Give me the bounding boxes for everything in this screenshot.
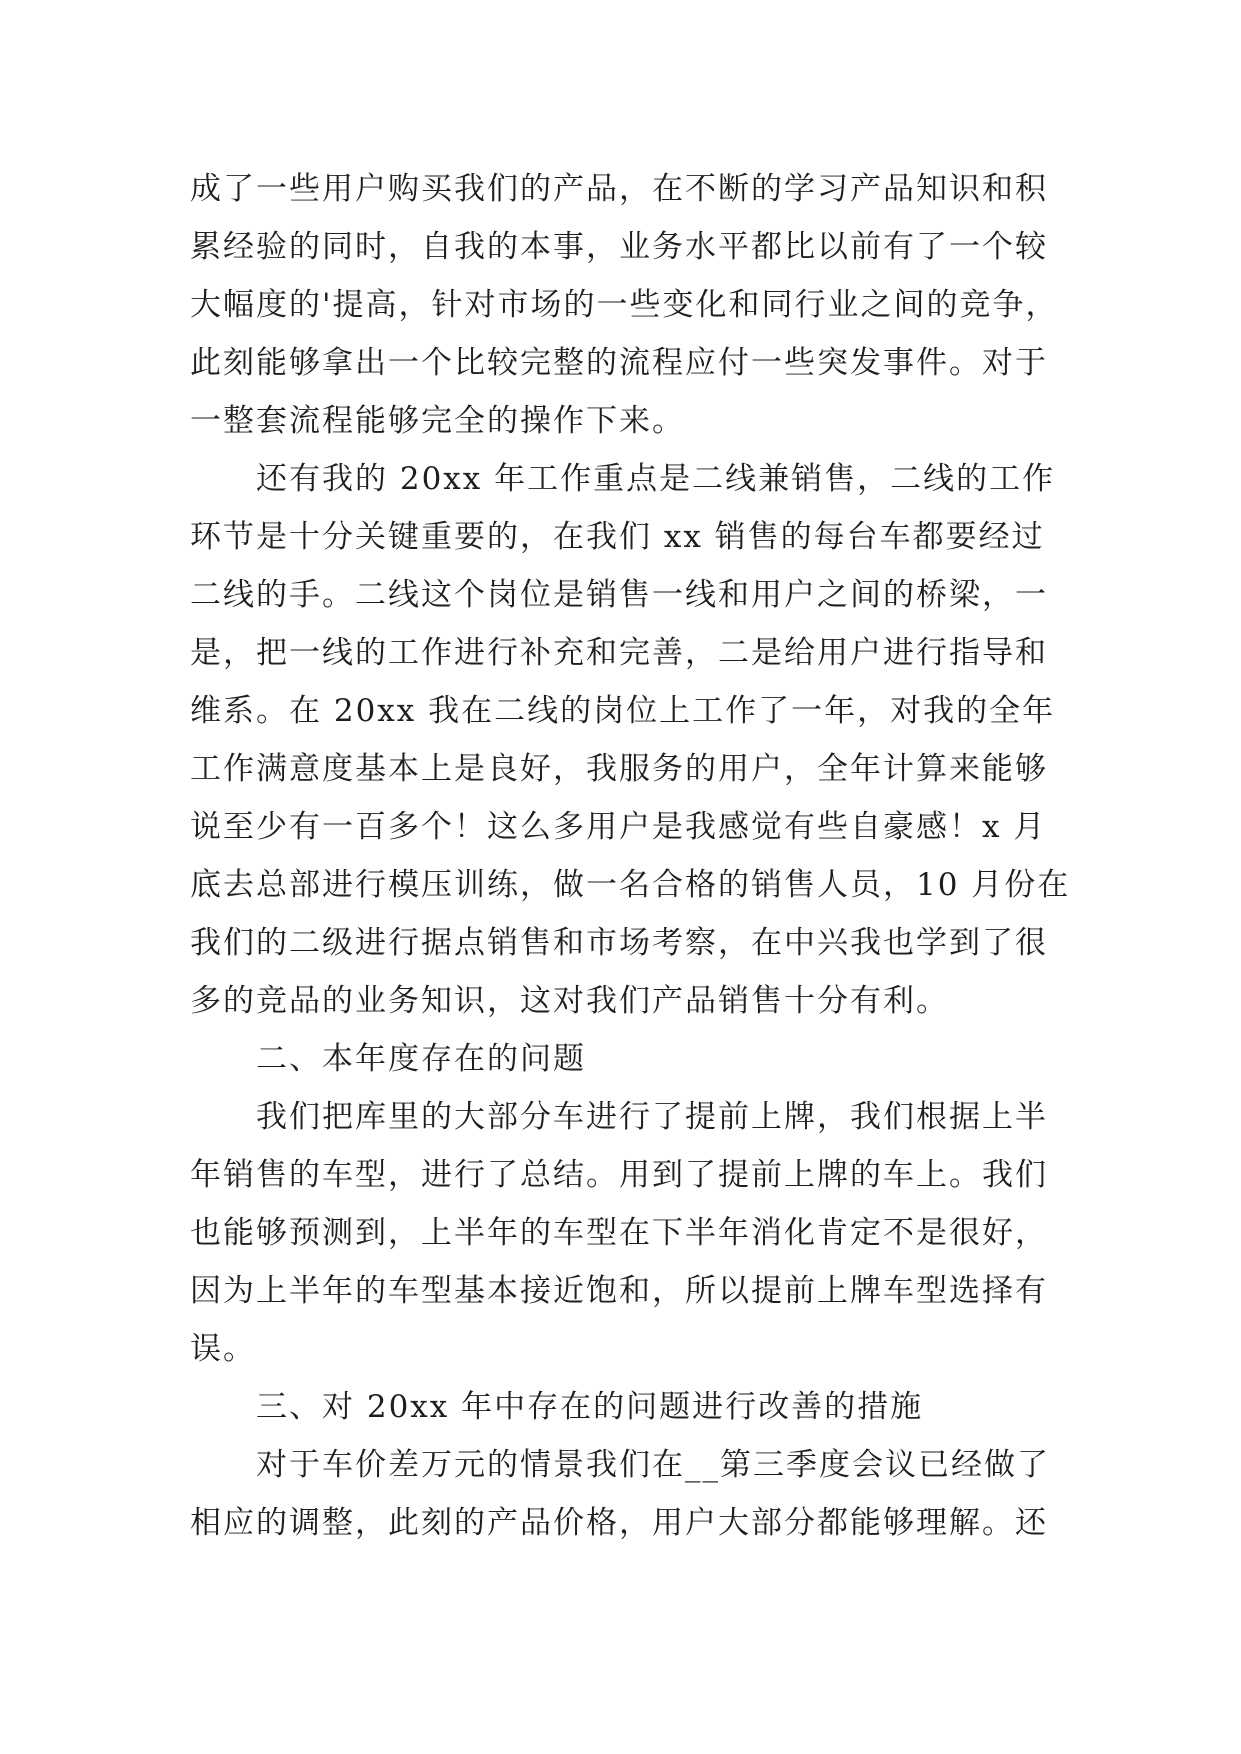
- text-line: 说至少有一百多个！这么多用户是我感觉有些自豪感！x 月: [190, 809, 1047, 845]
- text-line: 对于车价差万元的情景我们在__第三季度会议已经做了: [256, 1447, 1050, 1483]
- text-line: 我们的二级进行据点销售和市场考察，在中兴我也学到了很: [190, 925, 1048, 961]
- text-line: 三、对 20xx 年中存在的问题进行改善的措施: [256, 1389, 924, 1425]
- text-line: 环节是十分关键重要的，在我们 xx 销售的每台车都要经过: [190, 519, 1045, 555]
- text-line: 一整套流程能够完全的操作下来。: [190, 403, 685, 439]
- text-line: 相应的调整，此刻的产品价格，用户大部分都能够理解。还: [190, 1505, 1048, 1541]
- text-line: 年销售的车型，进行了总结。用到了提前上牌的车上。我们: [190, 1157, 1048, 1193]
- text-line: 二线的手。二线这个岗位是销售一线和用户之间的桥梁，一: [190, 577, 1048, 613]
- text-line: 大幅度的'提高，针对市场的一些变化和同行业之间的竞争，: [190, 287, 1059, 323]
- text-line: 多的竞品的业务知识，这对我们产品销售十分有利。: [190, 983, 949, 1019]
- text-line: 也能够预测到，上半年的车型在下半年消化肯定不是很好，: [190, 1215, 1048, 1251]
- text-line: 二、本年度存在的问题: [256, 1041, 586, 1077]
- document-body: [190, 160, 1071, 1552]
- text-line: 因为上半年的车型基本接近饱和，所以提前上牌车型选择有: [190, 1273, 1048, 1309]
- text-line: 累经验的同时，自我的本事，业务水平都比以前有了一个较: [190, 229, 1048, 265]
- text-line: 底去总部进行模压训练，做一名合格的销售人员，10 月份在: [190, 867, 1071, 903]
- text-line: 还有我的 20xx 年工作重点是二线兼销售，二线的工作: [256, 461, 1056, 497]
- text-line: 我们把库里的大部分车进行了提前上牌，我们根据上半: [256, 1099, 1048, 1135]
- text-line: 工作满意度基本上是良好，我服务的用户，全年计算来能够: [190, 751, 1048, 787]
- text-line: 此刻能够拿出一个比较完整的流程应付一些突发事件。对于: [190, 345, 1048, 381]
- text-line: 成了一些用户购买我们的产品，在不断的学习产品知识和积: [190, 171, 1048, 207]
- text-line: 是，把一线的工作进行补充和完善，二是给用户进行指导和: [190, 635, 1048, 671]
- text-line: 维系。在 20xx 我在二线的岗位上工作了一年，对我的全年: [190, 693, 1056, 729]
- text-line: 误。: [190, 1331, 256, 1367]
